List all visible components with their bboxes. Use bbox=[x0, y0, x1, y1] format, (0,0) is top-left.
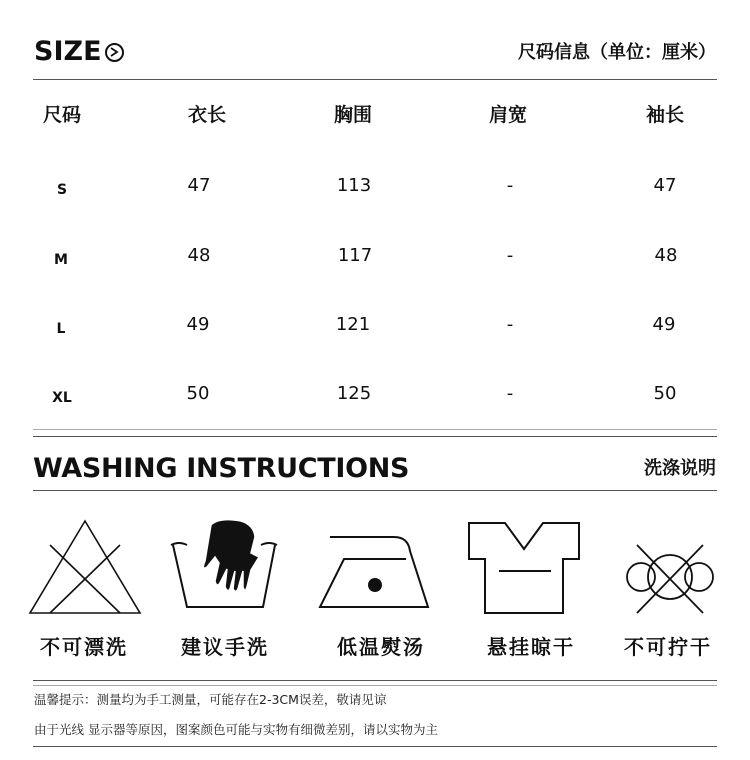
table-cell: 47 bbox=[653, 175, 677, 196]
table-cell: XL bbox=[52, 390, 72, 406]
size-subtitle: 尺码信息（单位：厘米） bbox=[518, 42, 716, 63]
header-shoulder: 肩宽 bbox=[488, 104, 528, 126]
divider bbox=[33, 685, 717, 686]
table-cell: 113 bbox=[336, 175, 372, 196]
size-title bbox=[34, 36, 124, 68]
low-temperature-iron-icon bbox=[310, 515, 440, 620]
divider bbox=[33, 429, 717, 430]
divider bbox=[33, 746, 717, 747]
table-cell: 125 bbox=[336, 383, 372, 404]
circle-chevron-right-icon bbox=[105, 43, 124, 62]
table-cell: 49 bbox=[652, 314, 676, 335]
table-cell: 121 bbox=[335, 314, 371, 335]
table-cell: - bbox=[506, 175, 514, 196]
divider bbox=[33, 680, 717, 681]
table-cell: - bbox=[506, 383, 514, 404]
wash-label: 悬挂晾干 bbox=[487, 635, 575, 659]
table-cell: S bbox=[56, 182, 68, 198]
table-cell: 48 bbox=[187, 245, 211, 266]
washing-subtitle: 洗涤说明 bbox=[644, 458, 716, 479]
table-cell: 50 bbox=[186, 383, 210, 404]
table-cell: 117 bbox=[337, 245, 373, 266]
note-measurement: 温馨提示：测量均为手工测量，可能存在2-3CM误差，敬请见谅 bbox=[34, 692, 387, 707]
washing-header-divider bbox=[33, 490, 717, 491]
do-not-bleach-icon bbox=[20, 515, 150, 620]
size-header-divider bbox=[33, 79, 717, 80]
table-cell: 47 bbox=[187, 175, 211, 196]
header-length: 衣长 bbox=[187, 104, 227, 126]
hand-wash-icon bbox=[159, 515, 289, 620]
table-cell: 48 bbox=[654, 245, 678, 266]
wash-label: 低温熨汤 bbox=[337, 635, 425, 659]
hang-dry-icon bbox=[459, 515, 589, 620]
wash-label: 不可漂洗 bbox=[40, 635, 128, 659]
washing-title: WASHING INSTRUCTIONS bbox=[33, 453, 410, 484]
table-cell: - bbox=[506, 314, 514, 335]
header-size: 尺码 bbox=[42, 104, 82, 126]
size-title-text: SIZE bbox=[34, 36, 102, 67]
header-chest: 胸围 bbox=[333, 104, 373, 126]
note-color: 由于光线 显示器等原因，图案颜色可能与实物有细微差别，请以实物为主 bbox=[34, 722, 438, 737]
table-cell: - bbox=[506, 245, 514, 266]
wash-label: 建议手洗 bbox=[181, 635, 269, 659]
do-not-tumble-dry-icon bbox=[605, 515, 735, 620]
table-cell: L bbox=[56, 321, 66, 337]
table-cell: 50 bbox=[653, 383, 677, 404]
header-sleeve: 袖长 bbox=[645, 104, 685, 126]
divider bbox=[33, 436, 717, 437]
table-cell: 49 bbox=[186, 314, 210, 335]
wash-label: 不可拧干 bbox=[624, 635, 712, 659]
table-cell: M bbox=[54, 252, 68, 268]
